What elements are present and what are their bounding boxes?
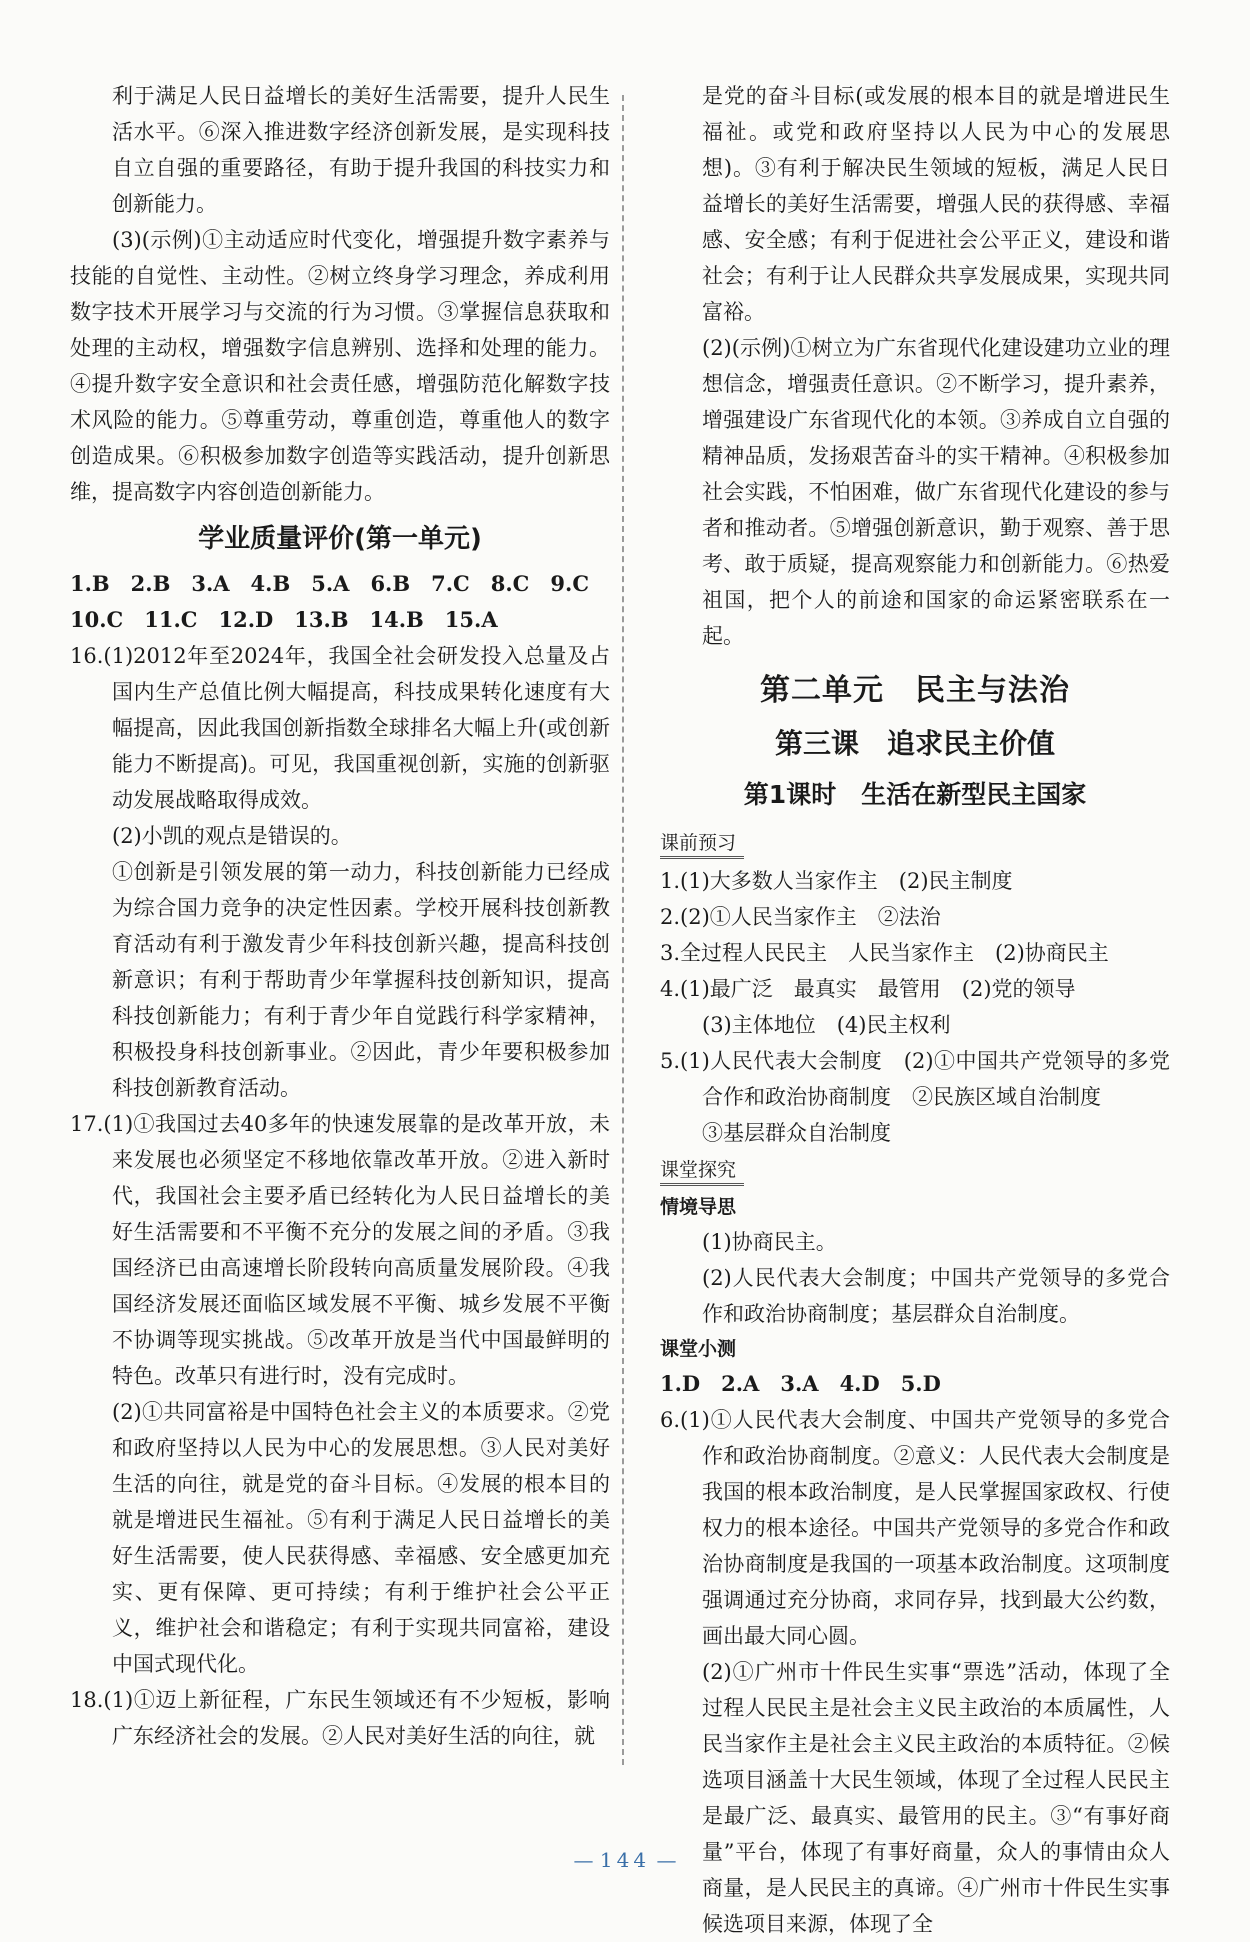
question-16-part1: 16.(1)2012年至2024年，我国全社会研发投入总量及占国内生产总值比例大幅提高，科技成果转化速度有大幅提高，因此我国创新指数全球排名大幅上升(或创新能力不断提高)。可见，我国重视创新，实施的创新驱动发展战略取得成效。 xyxy=(70,644,610,812)
paragraph: 是党的奋斗目标(或发展的根本目的就是增进民生福祉。或党和政府坚持以人民为中心的发展思想)。③有利于解决民生领域的短板，满足人民日益增长的美好生活需要，增强人民的获得感、幸福感、安全感；有利于促进社会公平正义，建设和谐社会；有利于让人民群众共享发展成果，实现共同富裕。 xyxy=(702,84,1170,324)
paragraph: (2)(示例)①树立为广东省现代化建设建功立业的理想信念，增强责任意识。②不断学习，提升素养，增强建设广东省现代化的本领。③养成自立自强的精神品质，发扬艰苦奋斗的实干精神。④积极参加社会实践，不怕困难，做广东省现代化建设的参与者和推动者。⑤增强创新意识，勤于观察、善于思考、敢于质疑，提高观察能力和创新能力。⑥热爱祖国，把个人的前途和国家的命运紧密联系在一起。 xyxy=(702,336,1170,648)
situation-heading: 情境导思 xyxy=(660,1196,737,1218)
preview-item: 2.(2)①人民当家作主 ②法治 xyxy=(660,905,941,929)
preview-item: (3)主体地位 (4)民主权利 xyxy=(702,1013,951,1037)
page-number: — 144 — xyxy=(573,1848,677,1872)
question-6-part1: 6.(1)①人民代表大会制度、中国共产党领导的多党合作和政治协商制度。②意义：人民代表大会制度是我国的根本政治制度，是人民掌握国家政权、行使权力的根本途径。中国共产党领导的多党合作和政治协商制度是我国的一项基本政治制度。这项制度强调通过充分协商，求同存异，找到最大公约数，画出最大同心圆。 xyxy=(660,1408,1170,1648)
period-title: 第1课时 生活在新型民主国家 xyxy=(743,780,1087,809)
quiz-heading: 课堂小测 xyxy=(660,1338,737,1360)
page-number-value: 144 xyxy=(599,1848,651,1872)
quiz-answers: 1.D 2.A 3.A 4.D 5.D xyxy=(660,1371,941,1396)
preview-tag: 课前预习 xyxy=(660,830,744,859)
right-column xyxy=(660,78,1170,1942)
question-16-part3: ①创新是引领发展的第一动力，科技创新能力已经成为综合国力竞争的决定性因素。学校开展科技创新教育活动有利于激发青少年科技创新兴趣，提高科技创新意识；有利于帮助青少年掌握科技创新知识，提高科技创新能力；有利于青少年自觉践行科学家精神，积极投身科技创新事业。②因此，青少年要积极参加科技创新教育活动。 xyxy=(112,860,610,1100)
question-16-part2: (2)小凯的观点是错误的。 xyxy=(112,824,352,848)
mc-answers-line: 1.B 2.B 3.A 4.B 5.A 6.B 7.C 8.C 9.C xyxy=(70,571,590,596)
situation-item: (2)人民代表大会制度；中国共产党领导的多党合作和政治协商制度；基层群众自治制度。 xyxy=(702,1266,1170,1326)
question-6-part2: (2)①广州市十件民生实事“票选”活动，体现了全过程人民民主是社会主义民主政治的本质属性，人民当家作主是社会主义民主政治的本质特征。②候选项目涵盖十大民生领域，体现了全过程人民民主是最广泛、最真实、最管用的民主。③“有事好商量”平台，体现了有事好商量，众人的事情由众人商量，是人民民主的真谛。④广州市十件民生实事候选项目来源，体现了全 xyxy=(702,1660,1170,1936)
unit-title: 第二单元 民主与法治 xyxy=(760,673,1070,708)
preview-item: 1.(1)大多数人当家作主 (2)民主制度 xyxy=(660,869,1013,893)
column-divider xyxy=(622,95,624,1765)
left-column xyxy=(70,78,610,1754)
preview-item: 3.全过程人民民主 人民当家作主 (2)协商民主 xyxy=(660,941,1109,965)
question-17-part2: (2)①共同富裕是中国特色社会主义的本质要求。②党和政府坚持以人民为中心的发展思想。③人民对美好生活的向往，就是党的奋斗目标。④发展的根本目的就是增进民生福祉。⑤有利于满足人民日益增长的美好生活需要，使人民获得感、幸福感、安全感更加充实、更有保障、更可持续；有利于维护社会公平正义，维护社会和谐稳定；有利于实现共同富裕，建设中国式现代化。 xyxy=(112,1400,610,1676)
paragraph: (3)(示例)①主动适应时代变化，增强提升数字素养与技能的自觉性、主动性。②树立终身学习理念，养成利用数字技术开展学习与交流的行为习惯。③掌握信息获取和处理的主动权，增强数字信息辨别、选择和处理的能力。④提升数字安全意识和社会责任感，增强防范化解数字技术风险的能力。⑤尊重劳动，尊重创造，尊重他人的数字创造成果。⑥积极参加数字创造等实践活动，提升创新思维，提高数字内容创造创新能力。 xyxy=(70,228,610,504)
preview-item: 4.(1)最广泛 最真实 最管用 (2)党的领导 xyxy=(660,977,1076,1001)
paragraph: 利于满足人民日益增长的美好生活需要，提升人民生活水平。⑥深入推进数字经济创新发展，是实现科技自立自强的重要路径，有助于提升我国的科技实力和创新能力。 xyxy=(112,84,610,216)
preview-item: ③基层群众自治制度 xyxy=(702,1121,891,1145)
preview-item: 5.(1)人民代表大会制度 (2)①中国共产党领导的多党合作和政治协商制度 ②民族区域自治制度 xyxy=(660,1049,1170,1109)
eval-title: 学业质量评价(第一单元) xyxy=(198,524,482,554)
question-17-part1: 17.(1)①我国过去40多年的快速发展靠的是改革开放，未来发展也必须坚定不移地依靠改革开放。②进入新时代，我国社会主要矛盾已经转化为人民日益增长的美好生活需要和不平衡不充分的发展之间的矛盾。③我国经济已由高速增长阶段转向高质量发展阶段。④我国经济发展还面临区域发展不平衡、城乡发展不平衡不协调等现实挑战。⑤改革开放是当代中国最鲜明的特色。改革只有进行时，没有完成时。 xyxy=(70,1112,610,1388)
lesson-title: 第三课 追求民主价值 xyxy=(774,727,1055,760)
question-18-part1: 18.(1)①迈上新征程，广东民生领域还有不少短板，影响广东经济社会的发展。②人民对美好生活的向往，就 xyxy=(70,1688,610,1748)
situation-item: (1)协商民主。 xyxy=(702,1230,837,1254)
explore-tag: 课堂探究 xyxy=(660,1157,744,1186)
mc-answers-line: 10.C 11.C 12.D 13.B 14.B 15.A xyxy=(70,607,498,632)
